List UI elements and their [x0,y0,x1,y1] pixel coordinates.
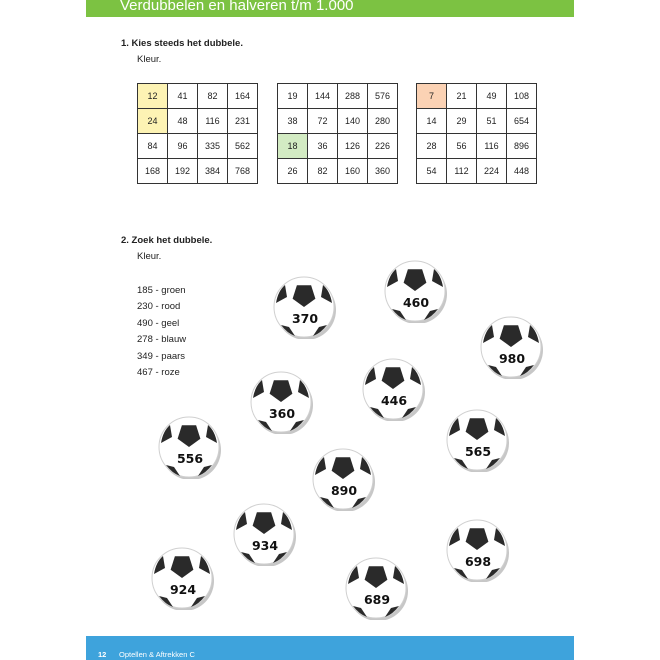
grid-cell[interactable]: 360 [368,159,398,184]
grid-cell[interactable]: 14 [417,109,447,134]
color-legend [137,283,186,381]
grid-cell[interactable]: 144 [308,84,338,109]
soccer-ball[interactable] [384,259,448,323]
soccer-ball-icon [151,546,215,610]
grid-cell[interactable]: 51 [477,109,507,134]
grid-cell[interactable]: 19 [278,84,308,109]
ball-number: 446 [380,393,408,408]
grid-cell[interactable]: 288 [338,84,368,109]
legend-item: 467 - roze [137,367,180,379]
grid-cell[interactable]: 335 [198,134,228,159]
legend-item: 278 - blauw [137,334,187,346]
grid-cell[interactable]: 168 [138,159,168,184]
grid-row [417,134,537,159]
grid-cell[interactable]: 48 [168,109,198,134]
legend-item: 490 - geel [137,317,180,329]
soccer-ball-icon [446,408,510,472]
soccer-ball[interactable] [273,275,337,339]
grid-cell[interactable]: 116 [477,134,507,159]
grid-row [278,109,398,134]
soccer-ball[interactable] [446,408,510,472]
grid-cell[interactable]: 112 [447,159,477,184]
soccer-ball[interactable] [233,502,297,566]
grid-cell[interactable]: 26 [278,159,308,184]
grid-row [278,134,398,159]
grid-cell[interactable]: 116 [198,109,228,134]
grid-cell[interactable]: 126 [338,134,368,159]
grid-row [138,84,258,109]
grid-cell[interactable]: 29 [447,109,477,134]
grid-cell[interactable]: 41 [168,84,198,109]
ball-number: 934 [251,538,279,553]
grid-cell[interactable]: 160 [338,159,368,184]
grid-cell[interactable]: 21 [447,84,477,109]
grid-cell[interactable]: 72 [308,109,338,134]
soccer-ball[interactable] [446,518,510,582]
grid-cell[interactable]: 140 [338,109,368,134]
grid-row [138,134,258,159]
ball-number: 698 [464,554,492,569]
grid-row [138,159,258,184]
soccer-ball[interactable] [151,546,215,610]
legend-item: 230 - rood [137,301,181,313]
grid-cell[interactable]: 280 [368,109,398,134]
grid-row [278,159,398,184]
grid-row [417,159,537,184]
soccer-ball[interactable] [362,357,426,421]
grid-row [278,84,398,109]
soccer-ball[interactable] [312,447,376,511]
ball-number: 556 [176,451,204,466]
soccer-ball-icon [345,556,409,620]
soccer-ball[interactable] [250,370,314,434]
page-title: Verdubbelen en halveren t/m 1.000 [120,0,354,14]
soccer-ball-icon [362,357,426,421]
book-title: Optellen & Aftrekken C [119,650,195,659]
grid-cell[interactable]: 226 [368,134,398,159]
grid-cell[interactable]: 192 [168,159,198,184]
grid-cell[interactable]: 18 [278,134,308,159]
grid-cell[interactable]: 384 [198,159,228,184]
question-1-subtitle: Kleur. [137,54,162,65]
grid-cell[interactable]: 84 [138,134,168,159]
grid-cell[interactable]: 96 [168,134,198,159]
soccer-ball-icon [312,447,376,511]
grid-row [138,109,258,134]
grid-cell[interactable]: 49 [477,84,507,109]
legend-item: 185 - groen [137,285,186,296]
grid-cell[interactable]: 576 [368,84,398,109]
grid-cell[interactable]: 36 [308,134,338,159]
question-2-title: 2. Zoek het dubbele. [121,235,213,246]
soccer-ball-icon [233,502,297,566]
grid-cell[interactable]: 82 [308,159,338,184]
ball-number: 370 [291,311,319,326]
soccer-ball-icon [250,370,314,434]
grid-cell[interactable]: 562 [228,134,258,159]
grid-cell[interactable]: 82 [198,84,228,109]
legend-item: 349 - paars [137,350,186,362]
soccer-ball-icon [158,415,222,479]
grid-cell[interactable]: 654 [507,109,537,134]
soccer-ball[interactable] [480,315,544,379]
grid-cell[interactable]: 7 [417,84,447,109]
ball-number: 890 [330,483,358,498]
ball-number: 460 [402,295,430,310]
grid-cell[interactable]: 38 [278,109,308,134]
grid-cell[interactable]: 768 [228,159,258,184]
ball-number: 689 [363,592,391,607]
soccer-ball[interactable] [345,556,409,620]
grid-cell[interactable]: 448 [507,159,537,184]
ball-number: 565 [464,444,492,459]
grid-cell[interactable]: 56 [447,134,477,159]
grid-cell[interactable]: 12 [138,84,168,109]
soccer-ball-icon [273,275,337,339]
number-grid-3 [416,83,537,184]
grid-cell[interactable]: 54 [417,159,447,184]
question-1-title: 1. Kies steeds het dubbele. [121,38,243,49]
grid-cell[interactable]: 108 [507,84,537,109]
grid-cell[interactable]: 28 [417,134,447,159]
number-grid-2 [277,83,398,184]
soccer-ball-icon [480,315,544,379]
grid-row [417,84,537,109]
grid-cell[interactable]: 231 [228,109,258,134]
grid-cell[interactable]: 896 [507,134,537,159]
soccer-ball[interactable] [158,415,222,479]
page-number: 12 [98,650,107,659]
number-grid-1 [137,83,258,184]
grid-cell[interactable]: 164 [228,84,258,109]
question-2-subtitle: Kleur. [137,251,162,262]
soccer-ball-icon [384,259,448,323]
ball-number: 924 [169,582,197,597]
page-footer [86,636,574,660]
ball-number: 360 [268,406,296,421]
soccer-ball-icon [446,518,510,582]
grid-cell[interactable]: 224 [477,159,507,184]
ball-number: 980 [498,351,526,366]
grid-row [417,109,537,134]
grid-cell[interactable]: 24 [138,109,168,134]
page-header [86,0,574,17]
